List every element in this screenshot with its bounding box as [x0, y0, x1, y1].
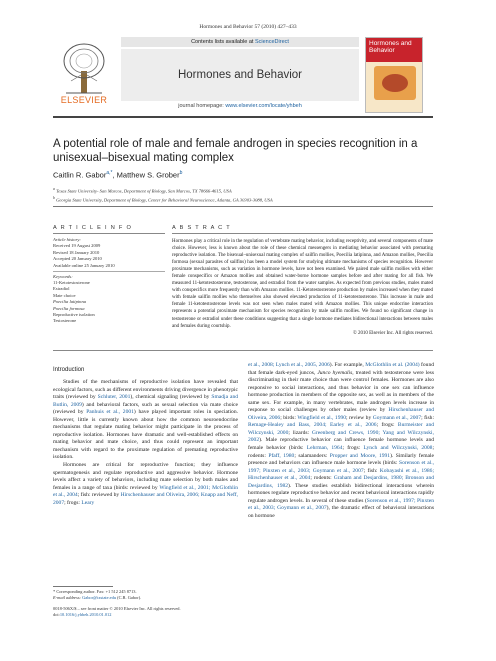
masthead-rule: [53, 116, 433, 118]
body-text: ). For example,: [329, 362, 366, 368]
email-label: E-mail address:: [53, 595, 83, 600]
body-paragraph: [53, 462, 238, 507]
body-paragraph: [248, 362, 434, 520]
body-text: ; birds:: [280, 414, 298, 421]
cover-title: Hormones and Behavior: [366, 38, 423, 62]
citation-link[interactable]: Schluter, 2001: [97, 394, 131, 401]
body-text: ), the dramatic effect of behavioral interactions on hormone: [248, 505, 434, 519]
body-text: ) and behavioral factors, such as sexual selection via mate choice (reviewed by: [53, 401, 238, 416]
citation-link[interactable]: Hirschenhauser and Oliveira, 2006; Knapp and Neff, 2007: [53, 492, 238, 506]
abstract-rule: [172, 233, 433, 234]
body-text: ; frogs:: [64, 499, 82, 506]
doi-line: [53, 612, 238, 618]
author-list: [53, 170, 433, 180]
author-name[interactable]: Matthew S. Grober: [116, 170, 180, 180]
body-text: ; frogs:: [342, 445, 364, 452]
history-date: Received 19 August 2009: [53, 243, 101, 249]
homepage-link[interactable]: www.elsevier.com/locate/yhbeh: [225, 103, 302, 109]
affiliation-mark: b: [53, 196, 55, 201]
body-text: Studies of the mechanisms of reproductive isolation have revealed that ecological factors, such as different environments driving divergence in phenotypic traits (reviewed by: [53, 379, 238, 401]
body-text: ; salamanders:: [294, 452, 330, 459]
contents-prefix: Contents lists available at: [191, 39, 255, 45]
author-separator: ,: [112, 170, 117, 180]
contents-available-bar: [121, 37, 359, 47]
citation-link[interactable]: Smadja and Butlin, 2009: [53, 394, 238, 408]
corresponding-author-text: Corresponding author. Fax: +1 512 245 8713.: [56, 589, 137, 594]
body-text: ) have played important roles in speciation. However, little is currently known about how the common neuroendocrine mechanisms that regulate mating behavior might participate in the process of reproductive isolation. Hormones have dramatic and well-established effects on mating behavior and mate choice, and thus could represent an important mechanism with regard to the proximate regulation of premating reproductive isolation.: [53, 409, 238, 461]
keywords-label: Keywords:: [53, 273, 73, 279]
journal-cover-thumbnail[interactable]: [365, 37, 423, 113]
body-text: ). Similarly female presence and behaviors can influence male hormone levels (birds:: [248, 452, 434, 467]
body-text: Junco hyemalis: [317, 369, 353, 376]
email-line: [53, 595, 238, 601]
abstract-body: [172, 238, 433, 337]
imprint: [53, 606, 238, 618]
citation-link[interactable]: McGlothlin et al. (2004): [365, 362, 420, 368]
elsevier-logo[interactable]: [53, 37, 115, 113]
citation-link[interactable]: Hirschenhauser and Oliveira, 2006: [248, 407, 434, 421]
elsevier-wordmark: ELSEVIER: [60, 95, 108, 105]
keyword: Poecilia latipinna: [53, 299, 87, 305]
body-text: ). Male reproductive behavior can influence female hormone levels and female behavior (birds:: [248, 437, 434, 452]
affiliation-text: Georgia State University, Department of Biology, Center for Behavioral Neuroscience, Atlanta, GA 30303-3088, USA: [56, 197, 273, 203]
body-text: ), chemical signaling (reviewed by: [130, 394, 212, 401]
body-text: ; fish: reviewed by: [77, 492, 121, 499]
affiliation-mark: a: [53, 187, 55, 191]
citation-link[interactable]: Kobayashi et al., 1986; Hirschenhauser et al., 2004: [248, 467, 434, 482]
history-date: Available online 25 January 2010: [53, 262, 115, 268]
citation-link[interactable]: Graham and Desjardins, 1980; Bronson and Desjardins, 1982: [248, 475, 434, 489]
header-divider: [53, 206, 433, 207]
article-info-panel: [53, 237, 165, 325]
affiliation-text: Texas State University- San Marcos, Department of Biology, San Marcos, TX 78666-4615, USA: [56, 188, 232, 194]
elsevier-tree-icon: [61, 41, 107, 95]
keyword: Poecilia formosa: [53, 305, 85, 311]
history-date: Revised 18 January 2010: [53, 249, 100, 255]
author-affiliation-mark[interactable]: a,*: [106, 170, 113, 176]
body-text: ; frogs:: [376, 422, 398, 429]
body-text: ). These studies establish bidirectional interactions wherein hormones regulate reproductive behavior and recent behavioral interactions rapidly regulate androgen levels. In several of these studies (: [248, 482, 435, 504]
body-text: ; rodents:: [248, 445, 435, 459]
journal-title: Hormones and Behavior: [177, 69, 302, 81]
footnote-rule: [53, 586, 113, 587]
article-info-rule: [53, 233, 165, 234]
body-text: ; review by: [346, 414, 373, 421]
citation-link[interactable]: Wingfield et al., 1990: [297, 414, 347, 421]
citation-link[interactable]: Wingfield et al., 2001; McGlothlin et al., 2004: [53, 484, 238, 499]
body-column-left: [53, 379, 238, 507]
journal-masthead: [53, 37, 433, 113]
author-affiliation-mark[interactable]: b: [179, 170, 183, 176]
history-label: Article history:: [53, 237, 81, 242]
keyword: 11-Ketotestosterone: [53, 279, 90, 285]
citation-link[interactable]: Sorenson et al., 1997; Pinxten et al., 2003; Goymann et al., 2007: [248, 497, 434, 512]
citation-link[interactable]: Pfaff, 1980: [268, 452, 295, 459]
abstract-bottom-rule: [53, 350, 433, 351]
body-paragraph: [53, 379, 238, 462]
citation-link[interactable]: Lehrman, 1964: [306, 445, 343, 452]
citation-link[interactable]: Leary: [81, 499, 95, 506]
doi-prefix: doi:: [53, 612, 60, 617]
abstract-text: Hormones play a critical role in the regulation of vertebrate mating behavior, including receptivity, and several components of mate choice. However, less is known about the role of these chemical messengers in mediating behavior associated with premating reproductive isolation. The bisexual–unisexual mating complex of sailfin mollies, Poecilia latipinna, and Amazon mollies, Poecilia formosa (sexual parasites of sailfins) has been a model system for studying ultimate mechanisms of species recognition. However proximate mechanisms, such as variation in hormone levels, have not been examined. We paired male sailfin mollies with either female conspecifics or Amazon mollies and obtained water-borne hormone samples before and after mating for all fish. We measured 11-ketotestosterone, testosterone, and estradiol from the water samples. As expected from previous studies, males mated with conspecifics more frequently than with Amazon mollies. 11-Ketotestosterone production by males increased when they mated with female sailfin mollies who themselves also showed elevated production of 11-ketotestosterone. This increase in male and female 11-ketotestosterone levels was not seen when males mated with Amazon mollies. This unique endocrine interaction represents a potential proximate mechanism for species recognition by male sailfin mollies. We found no significant change in testosterone or estradiol under these conditions suggesting that a single hormone mediates bidirectional interactions between males and females during courtship.: [172, 239, 433, 329]
citation-link[interactable]: Greenberg and Crews, 1990; Yang and Wilczynski, 2002: [248, 429, 434, 444]
running-header: Hormones and Behavior 57 (2010) 427–433: [199, 24, 297, 30]
footnote: [53, 589, 238, 601]
citation-link[interactable]: Propper and Moore, 1991: [329, 452, 391, 459]
history-date: Accepted 20 January 2010: [53, 256, 102, 262]
body-text: ; fish:: [421, 414, 434, 421]
body-column-right: [248, 362, 434, 520]
affiliation-line: [53, 195, 433, 204]
issn-line: 0018-506X/$ – see front matter © 2010 Elsevier Inc. All rights reserved.: [53, 606, 181, 611]
abstract-heading: A B S T R A C T: [172, 225, 231, 231]
journal-title-band: [121, 49, 359, 101]
cover-artwork-detail: [382, 74, 408, 92]
email-suffix: (C.R. Gabor).: [116, 595, 142, 600]
body-text: , treated with testosterone were less discriminating in their mate choice than were control females. Hormones are also responsive to social interactions, and thus behavior in one sex can influence hormone production in members of the opposite sex, as well as in members of the same sex. For example, in many vertebrates, male androgen levels increase in response to social challenges by other males (review by: [248, 369, 434, 414]
author-name[interactable]: Caitlin R. Gabor: [53, 170, 107, 180]
introduction-heading: Introduction: [53, 367, 85, 373]
citation-link[interactable]: Remage-Healey and Bass, 2004; Earley et al., 2006: [248, 422, 377, 429]
article-info-heading: A R T I C L E I N F O: [53, 225, 133, 231]
homepage-prefix: journal homepage:: [178, 103, 226, 109]
journal-homepage: [121, 103, 359, 109]
body-text: ; rodents:: [310, 475, 334, 482]
body-text: Hormones are critical for reproductive function; they influence spermatogenesis and regulate reproductive and aggressive behavior. Hormone levels affect a variety of behaviors, including mate selection by both males and females in a range of taxa (birds: reviewed by: [53, 462, 238, 491]
citation-link[interactable]: Lynch and Wilczynski, 2008: [363, 445, 433, 452]
affiliation-line: [53, 186, 433, 195]
keyword: Estradiol: [53, 286, 70, 292]
footnote-mark: *: [53, 589, 56, 594]
sciencedirect-link[interactable]: ScienceDirect: [254, 39, 289, 45]
body-text: found that female dark-eyed juncos,: [248, 362, 434, 376]
affiliations: [53, 186, 433, 204]
article-info-separator: [53, 271, 165, 272]
article-title: A potential role of male and female androgen in species recognition in a unisexual–bisexual mating complex: [53, 138, 418, 164]
keyword: Reproductive isolation: [53, 311, 95, 317]
keyword: Mate choice: [53, 292, 76, 298]
citation-link[interactable]: et al., 2008; Lynch et al., 2005, 2006: [248, 362, 330, 368]
body-text: ; lizards:: [288, 429, 312, 436]
copyright-notice: © 2010 Elsevier Inc. All rights reserved.: [353, 330, 433, 336]
citation-link[interactable]: Goymann et al., 2007: [372, 414, 422, 421]
citation-link[interactable]: Panhuis et al., 2001: [86, 409, 134, 416]
keyword-list: [53, 280, 165, 325]
body-text: ; fish:: [363, 467, 380, 474]
citation-link[interactable]: Sorenson et al., 1997; Pinxten et al., 2003; Goymann et al., 2007: [248, 460, 434, 474]
citation-link[interactable]: Burmeister and Wilczynski, 2000: [248, 422, 435, 436]
doi-link[interactable]: 10.1016/j.yhbeh.2010.01.012: [59, 612, 112, 617]
keyword: Testosterone: [53, 318, 77, 324]
email-link[interactable]: Gabor@txstate.edu: [82, 595, 117, 600]
